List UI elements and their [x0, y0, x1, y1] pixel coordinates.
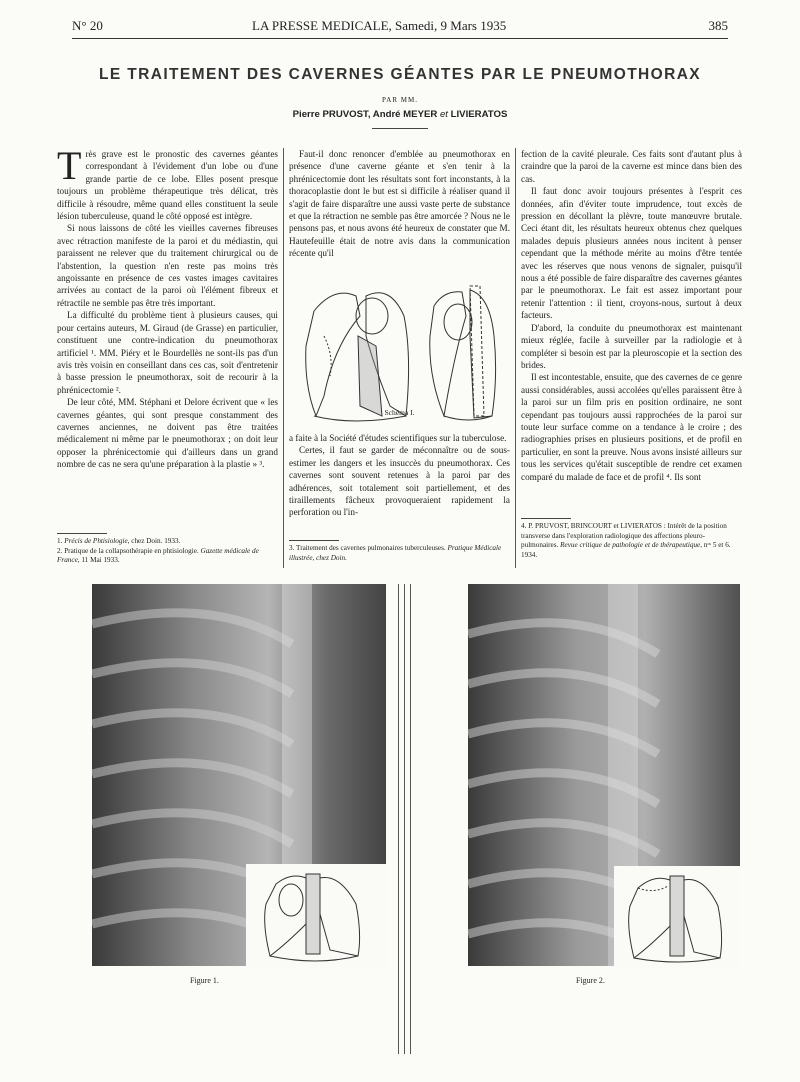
paragraph: a faite à la Société d'études scientifiques sur la tuberculose. [289, 433, 507, 443]
paragraph: Faut-il donc renoncer d'emblée au pneumothorax en présence d'une caverne géante et s'en tenir à la phrénicectomie dont les résultats sont fort inconstants, à la thoracoplastie dont le but est si difficile à réaliser quand il s'agit de faire disparaître une aussi vaste perte de substance et que la rétraction ne semble pas être amorcée ? Nous ne le pensons pas, et nous avons été heureux de constater que M. Hautefeuille était de notre avis dans la communication récente qu'il [289, 149, 510, 259]
author-join: et [439, 109, 448, 120]
figure-1-inset-diagram [246, 864, 386, 968]
column-rule-1 [283, 148, 284, 568]
footnotes-column-1 [57, 537, 278, 566]
footnote-4: 4. P. PRUVOST, BRINCOURT et LIVIERATOS : Intérêt de la position transverse dans l'exploration radiologique des affections pleuro-pulmonaires. Revue critique de pathologie et de thérapeutique, nᵒˢ 5 et 6. 1934. [521, 522, 731, 559]
paragraph: Il est incontestable, ensuite, que des cavernes de ce genre aussi considérables, aussi accolées qu'elles paraissent être à la paroi sur un film pris en position ordinaire, ne sont cependant pas toujours aussi rapprochées de la paroi sur toute leur surface comme on a tendance à le croire ; des radiographies prises en plusieurs positions, et de profil en particulier, en sont la preuve. Nous avons insisté ailleurs sur tous les services qu'était susceptible de rendre cet examen comparé du malade de face et de profil ⁴. Ils sont [521, 372, 742, 482]
column-1 [57, 143, 278, 471]
figure-separator [404, 584, 405, 1054]
author-last: LIVIERATOS [450, 109, 508, 120]
byline-par: PAR MM. [382, 96, 418, 104]
article-title: LE TRAITEMENT DES CAVERNES GÉANTES PAR LE PNEUMOTHORAX [98, 66, 702, 83]
title-rule [372, 128, 428, 129]
paragraph: De leur côté, MM. Stéphani et Delore écrivent que « les cavernes géantes, qui sont presque constamment des cavernes anciennes, ne doivent pas être traitées médicalement ni même par le pneumothorax ; on doit leur opposer la phrénicectomie qui d'ailleurs dans un grand nombre de cas ne sera qu'une préparation à la plastie » ³. [57, 397, 278, 470]
figure-1-caption: Figure 1. [190, 976, 219, 985]
paragraph: D'abord, la conduite du pneumothorax est maintenant mieux réglée, facile à surveiller par la radiologie et à compléter si besoin est par la pleuroscopie et la section des brides. [521, 322, 742, 370]
footnote-rule [521, 518, 571, 519]
footnote-rule [57, 533, 107, 534]
running-header [72, 16, 728, 38]
column-2 [289, 148, 510, 260]
issue-number: N° 20 [72, 18, 103, 33]
paragraph: La difficulté du problème tient à plusieurs causes, qui pour certains auteurs, M. Giraud (de Grasse) en particulier, constituent une contre-indication du pneumothorax artificiel ¹. MM. Piéry et le Bourdellès ne sont-ils pas d'un avis très voisin en conseillant dans ces cas, soit d'entretenir à basse pression le pneumothorax, soit de recourir à la phrénicectomie ². [57, 310, 278, 395]
schema-lung-diagram [294, 276, 506, 428]
drop-cap: T [57, 143, 82, 188]
footnotes-column-3 [521, 522, 742, 560]
paragraph: fection de la cavité pleurale. Ces faits sont d'autant plus à craindre que la paroi de la caverne est mince dans bien des cas. [521, 149, 742, 184]
footnote-2: 2. Pratique de la collapsothérapie en phtisiologie. Gazette médicale de France, 11 Mai 1933. [57, 546, 259, 565]
authors [0, 109, 800, 120]
column-2-continued [289, 432, 510, 519]
column-3 [521, 148, 742, 483]
footnote-rule [289, 540, 339, 541]
figure-2-caption: Figure 2. [576, 976, 605, 985]
page-number: 385 [708, 18, 728, 33]
paragraph: Certes, il faut se garder de méconnaître ou de sous-estimer les dangers et les insuccès du pneumothorax. Ces cavernes sont souvent retenues à la paroi par des adhérences, soit totalement soit partiellement, et des tiraillements fâcheux provoqueraient rapidement la perforation ou l'in- [289, 445, 510, 518]
footnotes-column-2 [289, 544, 510, 563]
footnote-1: 1. Précis de Phtisiologie, chez Doin. 1933. [57, 537, 181, 545]
figure-separator [398, 584, 399, 1054]
footnote-3: 3. Traitement des cavernes pulmonaires tuberculeuses. Pratique Médicale illustrée, chez Doin. [289, 544, 502, 562]
figure-separator [410, 584, 411, 1054]
paragraph: Si nous laissons de côté les vieilles cavernes fibreuses avec rétraction manifeste de la paroi et du médiastin, qui paraissent ne relever que du traitement chirurgical ou de l'abstention, la question n'en reste pas moins très angoissante en présence de ces vastes images cavitaires arrivées au contact de la paroi où l'élément fibreux et rétractile ne semble pas être très important. [57, 223, 278, 308]
author-names: Pierre PRUVOST, André MEYER [292, 109, 438, 120]
header-rule [72, 38, 728, 39]
column-rule-2 [515, 148, 516, 568]
schema-caption: Schéma I. [384, 408, 415, 417]
journal-title: LA PRESSE MEDICALE, Samedi, 9 Mars 1935 [252, 18, 507, 33]
paragraph: Il faut donc avoir toujours présentes à l'esprit ces données, afin d'éviter toute imprudence, tout excès de pression en décollant la plèvre, toute manœuvre brutale. Ceci étant dit, les résultats heureux obtenus chez quelques malades depuis plusieurs années nous incitent à penser cependant que la méthode mérite au moins d'être tentée avec les réserves que nous venons de signaler, puisqu'il nous a été possible de faire disparaître des cavernes géantes par le pneumothorax. Le fait est assez important pour retenir l'attention : il tient, croyons-nous, surtout à deux facteurs. [521, 186, 742, 321]
paragraph: Très grave est le pronostic des cavernes géantes correspondant à l'évidement d'un lobe ou d'une grande partie de ce lobe. Elles posent presque toujours un problème thérapeutique très délicat, très difficile à résoudre, même quand elles constituent la seule lésion tuberculeuse, quand le côté opposé est intègre. [57, 143, 278, 222]
figure-2-inset-diagram [614, 866, 740, 968]
